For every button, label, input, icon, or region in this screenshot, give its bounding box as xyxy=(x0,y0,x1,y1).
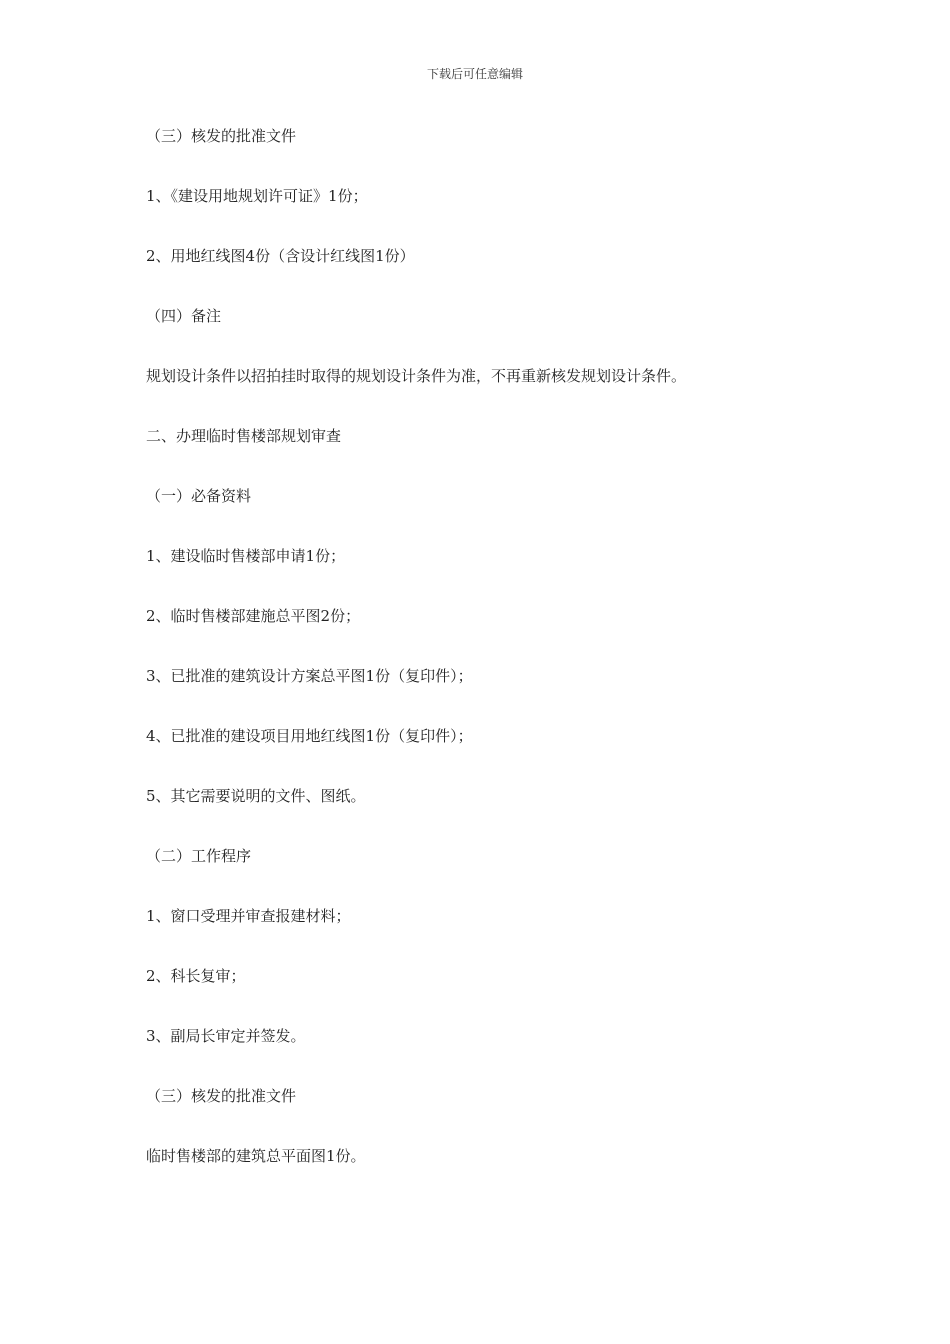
page-header: 下载后可任意编辑 xyxy=(426,67,523,81)
paragraph: 规划设计条件以招拍挂时取得的规划设计条件为准，不再重新核发规划设计条件。 xyxy=(146,367,687,385)
section-heading-required-materials: （一）必备资料 xyxy=(146,487,252,505)
list-item: 1、窗口受理并审查报建材料； xyxy=(146,907,351,925)
document-body xyxy=(146,124,826,1204)
section-heading-notes: （四）备注 xyxy=(146,307,222,325)
paragraph: 临时售楼部的建筑总平面图1份。 xyxy=(146,1147,366,1165)
list-item: 1、《建设用地规划许可证》1份； xyxy=(146,187,368,205)
section-heading-approval-docs: （三）核发的批准文件 xyxy=(146,1087,297,1105)
list-item: 2、临时售楼部建施总平图2份； xyxy=(146,607,361,625)
section-heading-approval-docs: （三）核发的批准文件 xyxy=(146,127,297,145)
list-item: 4、已批准的建设项目用地红线图1份（复印件）； xyxy=(146,727,473,745)
list-item: 3、副局长审定并签发。 xyxy=(146,1027,306,1045)
list-item: 3、已批准的建筑设计方案总平图1份（复印件）； xyxy=(146,667,473,685)
list-item: 5、其它需要说明的文件、图纸。 xyxy=(146,787,366,805)
list-item: 2、科长复审； xyxy=(146,967,246,985)
list-item: 2、用地红线图4份（含设计红线图1份） xyxy=(146,247,415,265)
section-heading-workflow: （二）工作程序 xyxy=(146,847,252,865)
list-item: 1、建设临时售楼部申请1份； xyxy=(146,547,346,565)
chapter-heading: 二、办理临时售楼部规划审查 xyxy=(146,427,342,445)
